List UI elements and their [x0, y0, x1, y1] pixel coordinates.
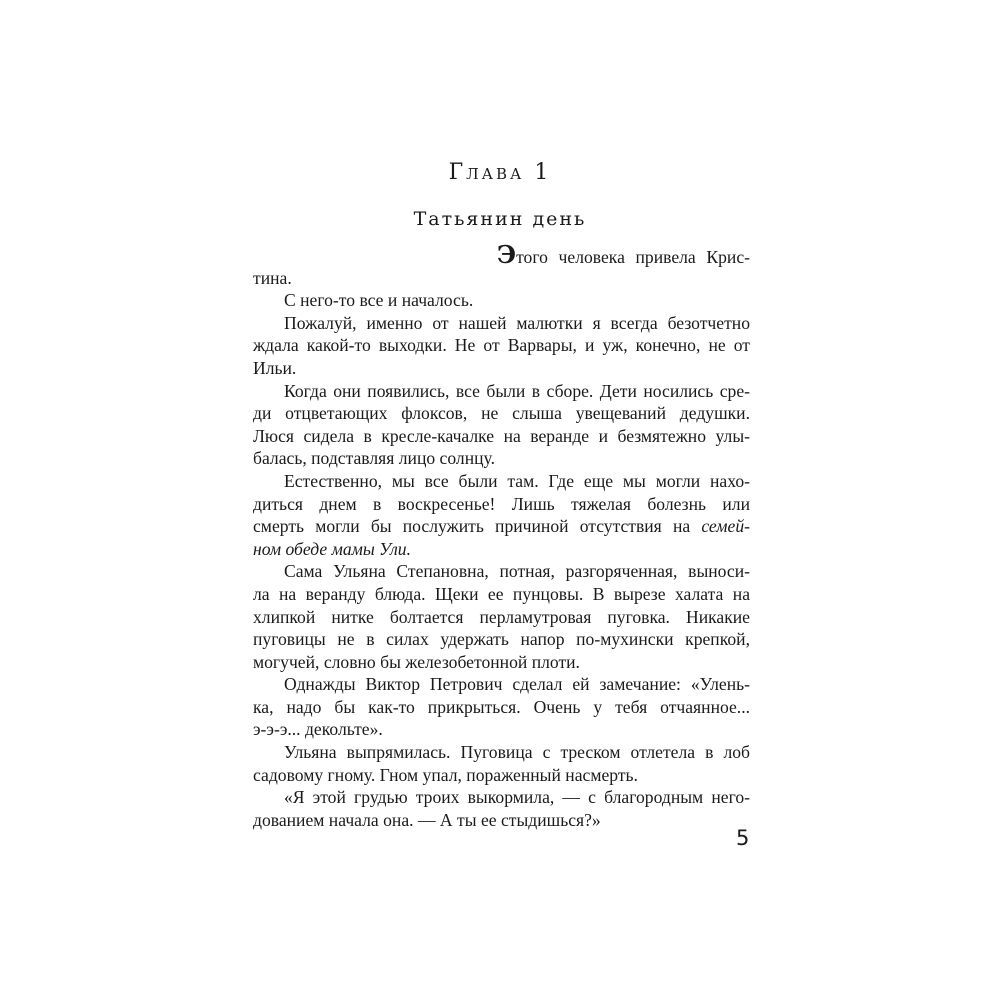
text-line: диться днем в воскресенье! Лишь тяжелая болезнь или [253, 493, 750, 514]
text-line: хлипкой нитке болтается перламутровая пуговка. Никакие [253, 606, 750, 627]
text-line: Сама Ульяна Степановна, потная, разгоряченная, выноси- [284, 561, 750, 582]
text-line: Ульяна выпрямилась. Пуговица с треском отлетела в лоб [284, 742, 750, 763]
text-line: смерть могли бы послужить причиной отсутствия на семей- [253, 516, 750, 537]
text-line: Когда они появились, все были в сборе. Дети носились сре- [284, 380, 750, 401]
text-line: дованием начала она. — А ты ее стыдишься?» [253, 809, 601, 830]
text-line: э-э-э... декольте». [253, 719, 383, 740]
chapter-subtitle: Татьянин день [413, 208, 587, 230]
italic-phrase: ном обеде мамы Ули. [253, 538, 411, 559]
text-line: ла на веранду блюда. Щеки ее пунцовы. В вырезе халата на [253, 583, 750, 604]
text-line: Естественно, мы все были там. Где еще мы могли нахо- [284, 470, 750, 491]
text-line: ди отцветающих флоксов, не слыша увещеваний дедушки. [253, 403, 750, 424]
text-line: С него-то все и началось. [284, 290, 474, 311]
text-line: Однажды Виктор Петрович сделал ей замечание: «Улень- [284, 674, 750, 695]
text-line: ка, надо бы как-то прикрыться. Очень у тебя отчаянное... [253, 696, 750, 717]
text-line: пуговицы не в силах удержать напор по-мухински крепкой, [253, 629, 750, 650]
text-line: Люся сидела в кресле-качалке на веранде и безмятежно улы- [253, 425, 750, 446]
italic-phrase: семей- [701, 516, 750, 537]
text-line: могучей, словно бы железобетонной плоти. [253, 651, 580, 672]
text-line [253, 538, 750, 561]
drop-cap: Э [497, 240, 517, 269]
text-line: балась, подставляя лицо солнцу. [253, 448, 495, 469]
page-number: 5 [736, 826, 750, 850]
text-line: ждала какой-то выходки. Не от Варвары, и уж, конечно, не от [253, 335, 750, 356]
text-line: Ильи. [253, 357, 297, 378]
chapter-heading: Глава 1 [448, 160, 552, 185]
text-line: «Я этой грудью троих выкормила, — с благородным него- [284, 787, 750, 808]
body-text [253, 240, 750, 831]
text-line: тина. [253, 267, 292, 288]
text-line: Этого человека привела Крис- [497, 240, 750, 269]
text-line: садовому гному. Гном упал, пораженный насмерть. [253, 764, 638, 785]
text-line: Пожалуй, именно от нашей малютки я всегда безотчетно [284, 312, 750, 333]
